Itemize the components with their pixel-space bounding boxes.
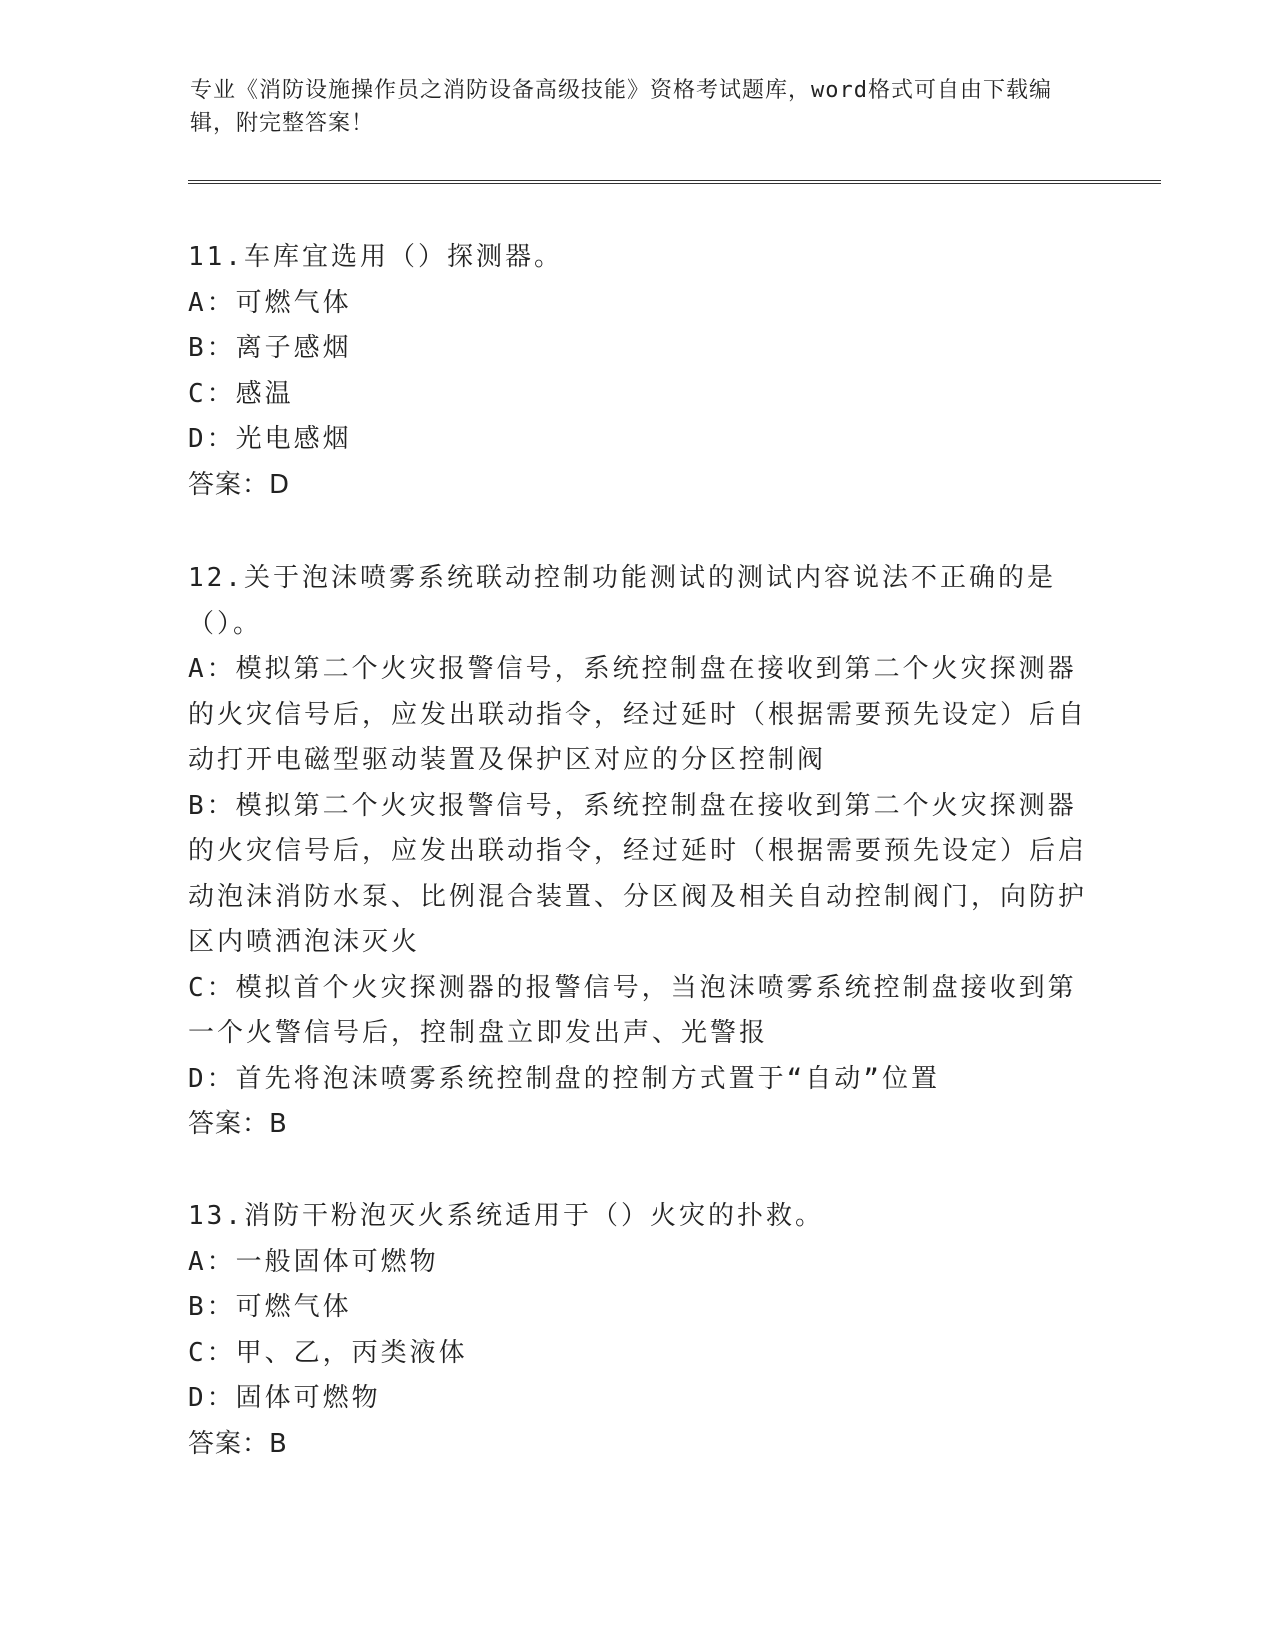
option-b: B：模拟第二个火灾报警信号，系统控制盘在接收到第二个火灾探测器的火灾信号后，应发出联动指令，经过延时（根据需要预先设定）后启动泡沫消防水泵、比例混合装置、分区阀及相关自动控制阀门，向防护区内喷洒泡沫灭火: [188, 790, 1088, 957]
option-c: C：感温: [188, 378, 294, 409]
question-stem: 12.关于泡沫喷雾系统联动控制功能测试的测试内容说法不正确的是（）。: [188, 563, 1056, 639]
answer-label: 答案：B: [188, 1109, 288, 1139]
option-b: B：可燃气体: [188, 1292, 352, 1322]
option-a: A：一般固体可燃物: [188, 1246, 439, 1277]
document-header-note: 专业《消防设施操作员之消防设备高级技能》资格考试题库，word格式可自由下载编辑，附完整答案！: [190, 78, 1052, 136]
answer-label: 答案：B: [188, 1428, 288, 1459]
option-c: C：模拟首个火灾探测器的报警信号，当泡沫喷雾系统控制盘接收到第一个火警信号后，控制盘立即发出声、光警报: [188, 972, 1077, 1048]
question-13: [188, 1194, 1088, 1467]
question-stem: 13.消防干粉泡灭火系统适用于（）火灾的扑救。: [188, 1201, 824, 1231]
option-a: A：模拟第二个火灾报警信号，系统控制盘在接收到第二个火灾探测器的火灾信号后，应发出联动指令，经过延时（根据需要预先设定）后自动打开电磁型驱动装置及保护区对应的分区控制阀: [188, 654, 1088, 775]
question-stem: 11.车库宜选用（）探测器。: [188, 242, 563, 272]
question-12: [188, 556, 1088, 1148]
option-b: B：离子感烟: [188, 333, 352, 363]
option-d: D：光电感烟: [188, 424, 352, 454]
option-d: D：固体可燃物: [188, 1383, 381, 1413]
answer-label: 答案：D: [188, 469, 291, 500]
option-d: D：首先将泡沫喷雾系统控制盘的控制方式置于“自动”位置: [188, 1063, 940, 1094]
option-c: C：甲、乙，丙类液体: [188, 1337, 468, 1368]
option-a: A：可燃气体: [188, 287, 352, 318]
header-divider: [188, 180, 1161, 184]
question-11: [188, 235, 1088, 508]
